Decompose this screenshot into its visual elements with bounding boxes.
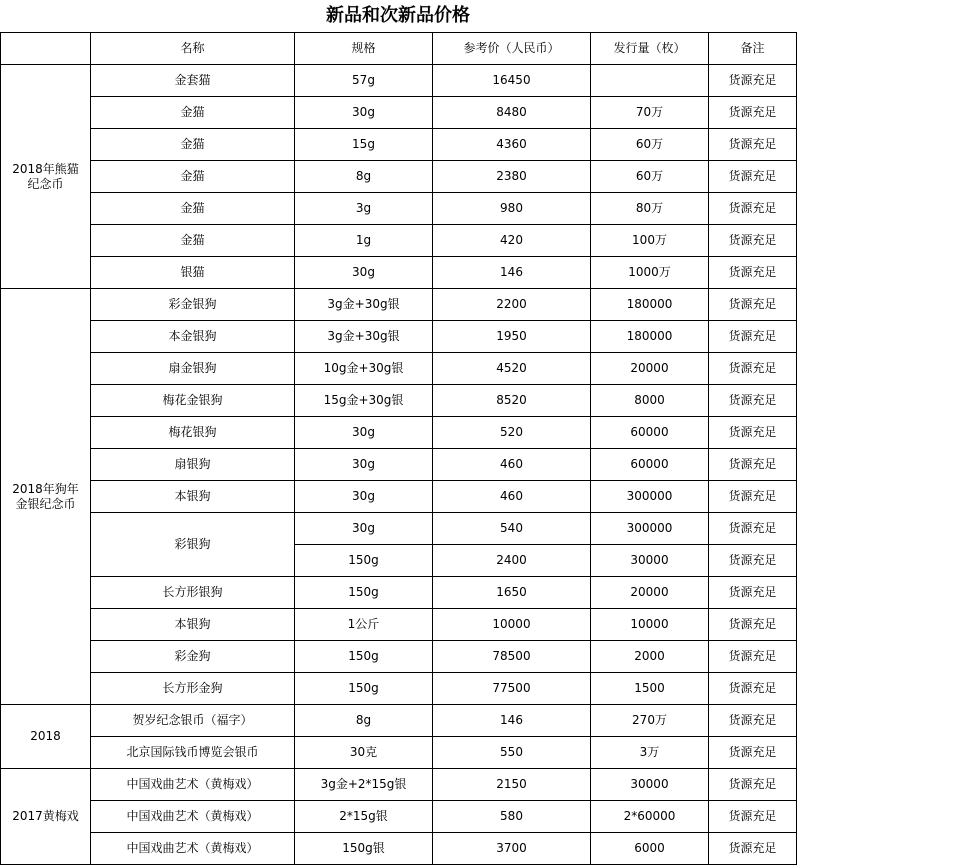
header-note: 备注	[709, 33, 797, 65]
cell-name: 中国戏曲艺术（黄梅戏）	[91, 801, 295, 833]
cell-note: 货源充足	[709, 769, 797, 801]
cell-name: 中国戏曲艺术（黄梅戏）	[91, 833, 295, 865]
cell-issue: 60000	[591, 417, 709, 449]
table-row	[1, 449, 797, 481]
cell-note: 货源充足	[709, 225, 797, 257]
table-row	[1, 161, 797, 193]
table-row	[1, 65, 797, 97]
price-table-body	[1, 33, 797, 865]
cell-note: 货源充足	[709, 97, 797, 129]
cell-spec: 3g金+30g银	[295, 289, 433, 321]
table-row	[1, 129, 797, 161]
cell-name: 金套猫	[91, 65, 295, 97]
cell-spec: 15g金+30g银	[295, 385, 433, 417]
cell-price: 980	[433, 193, 591, 225]
cell-note: 货源充足	[709, 481, 797, 513]
cell-spec: 30g	[295, 481, 433, 513]
cell-note: 货源充足	[709, 513, 797, 545]
cell-spec: 150g	[295, 545, 433, 577]
cell-name: 银猫	[91, 257, 295, 289]
group-label	[1, 769, 91, 865]
table-row	[1, 769, 797, 801]
cell-issue: 60000	[591, 449, 709, 481]
table-row	[1, 385, 797, 417]
cell-price: 550	[433, 737, 591, 769]
header-issue: 发行量（枚）	[591, 33, 709, 65]
table-row	[1, 737, 797, 769]
group-label	[1, 65, 91, 289]
cell-issue: 6000	[591, 833, 709, 865]
cell-name: 彩银狗	[91, 513, 295, 577]
cell-price: 580	[433, 801, 591, 833]
cell-name: 长方形金狗	[91, 673, 295, 705]
table-row	[1, 801, 797, 833]
cell-name: 金猫	[91, 193, 295, 225]
cell-note: 货源充足	[709, 545, 797, 577]
cell-issue: 8000	[591, 385, 709, 417]
cell-issue: 10000	[591, 609, 709, 641]
cell-note: 货源充足	[709, 449, 797, 481]
cell-issue: 300000	[591, 481, 709, 513]
cell-name: 梅花金银狗	[91, 385, 295, 417]
cell-price: 540	[433, 513, 591, 545]
cell-name: 贺岁纪念银币（福字）	[91, 705, 295, 737]
cell-issue: 180000	[591, 321, 709, 353]
cell-name: 北京国际钱币博览会银币	[91, 737, 295, 769]
cell-issue: 2000	[591, 641, 709, 673]
table-row	[1, 257, 797, 289]
cell-note: 货源充足	[709, 257, 797, 289]
cell-price: 2400	[433, 545, 591, 577]
table-row	[1, 193, 797, 225]
cell-note: 货源充足	[709, 705, 797, 737]
table-row	[1, 641, 797, 673]
group-label-line: 纪念币	[27, 176, 64, 191]
cell-issue: 30000	[591, 769, 709, 801]
cell-note: 货源充足	[709, 289, 797, 321]
cell-price: 2150	[433, 769, 591, 801]
cell-price: 460	[433, 449, 591, 481]
cell-spec: 8g	[295, 705, 433, 737]
cell-spec: 150g	[295, 641, 433, 673]
table-row	[1, 289, 797, 321]
table-row	[1, 481, 797, 513]
cell-spec: 3g金+2*15g银	[295, 769, 433, 801]
cell-issue: 3万	[591, 737, 709, 769]
cell-note: 货源充足	[709, 801, 797, 833]
cell-note: 货源充足	[709, 193, 797, 225]
table-row	[1, 673, 797, 705]
cell-issue: 30000	[591, 545, 709, 577]
page-title: 新品和次新品价格	[326, 5, 470, 26]
cell-price: 10000	[433, 609, 591, 641]
cell-price: 146	[433, 257, 591, 289]
cell-name: 金猫	[91, 225, 295, 257]
cell-spec: 1g	[295, 225, 433, 257]
cell-note: 货源充足	[709, 737, 797, 769]
cell-name: 金猫	[91, 97, 295, 129]
cell-price: 2380	[433, 161, 591, 193]
cell-note: 货源充足	[709, 577, 797, 609]
group-label	[1, 289, 91, 705]
cell-name: 扇银狗	[91, 449, 295, 481]
group-label-line: 金银纪念币	[15, 496, 76, 511]
cell-issue: 2*60000	[591, 801, 709, 833]
cell-spec: 30g	[295, 97, 433, 129]
group-label-line: 2018	[30, 729, 61, 743]
cell-spec: 1公斤	[295, 609, 433, 641]
table-row	[1, 417, 797, 449]
cell-issue: 100万	[591, 225, 709, 257]
cell-price: 460	[433, 481, 591, 513]
group-label-line: 2018年熊猫	[12, 161, 79, 176]
cell-name: 扇金银狗	[91, 353, 295, 385]
header-price: 参考价（人民币）	[433, 33, 591, 65]
group-label-line: 2017黄梅戏	[12, 809, 79, 823]
cell-spec: 30g	[295, 449, 433, 481]
cell-note: 货源充足	[709, 385, 797, 417]
cell-issue: 70万	[591, 97, 709, 129]
cell-issue: 180000	[591, 289, 709, 321]
cell-name: 金猫	[91, 161, 295, 193]
cell-note: 货源充足	[709, 161, 797, 193]
table-row	[1, 353, 797, 385]
cell-price: 520	[433, 417, 591, 449]
table-row	[1, 577, 797, 609]
cell-name: 彩金银狗	[91, 289, 295, 321]
cell-spec: 10g金+30g银	[295, 353, 433, 385]
cell-issue: 1500	[591, 673, 709, 705]
cell-spec: 3g	[295, 193, 433, 225]
table-row	[1, 609, 797, 641]
cell-price: 8520	[433, 385, 591, 417]
cell-spec: 30g	[295, 257, 433, 289]
cell-price: 1950	[433, 321, 591, 353]
cell-price: 146	[433, 705, 591, 737]
cell-spec: 15g	[295, 129, 433, 161]
cell-price: 4360	[433, 129, 591, 161]
cell-price: 2200	[433, 289, 591, 321]
cell-name: 金猫	[91, 129, 295, 161]
cell-spec: 2*15g银	[295, 801, 433, 833]
cell-spec: 57g	[295, 65, 433, 97]
cell-price: 8480	[433, 97, 591, 129]
cell-spec: 8g	[295, 161, 433, 193]
cell-spec: 3g金+30g银	[295, 321, 433, 353]
cell-note: 货源充足	[709, 321, 797, 353]
header-name: 名称	[91, 33, 295, 65]
cell-spec: 150g	[295, 577, 433, 609]
cell-note: 货源充足	[709, 673, 797, 705]
header-spec: 规格	[295, 33, 433, 65]
cell-issue: 80万	[591, 193, 709, 225]
cell-issue: 60万	[591, 161, 709, 193]
cell-note: 货源充足	[709, 833, 797, 865]
cell-spec: 30g	[295, 513, 433, 545]
table-row	[1, 97, 797, 129]
cell-note: 货源充足	[709, 609, 797, 641]
cell-name: 本金银狗	[91, 321, 295, 353]
cell-spec: 150g银	[295, 833, 433, 865]
cell-name: 本银狗	[91, 609, 295, 641]
table-row	[1, 705, 797, 737]
cell-issue: 300000	[591, 513, 709, 545]
cell-price: 16450	[433, 65, 591, 97]
table-row	[1, 833, 797, 865]
cell-note: 货源充足	[709, 417, 797, 449]
cell-name: 彩金狗	[91, 641, 295, 673]
cell-note: 货源充足	[709, 641, 797, 673]
cell-name: 长方形银狗	[91, 577, 295, 609]
header-group	[1, 33, 91, 65]
cell-issue: 60万	[591, 129, 709, 161]
cell-name: 梅花银狗	[91, 417, 295, 449]
cell-name: 中国戏曲艺术（黄梅戏）	[91, 769, 295, 801]
cell-name: 本银狗	[91, 481, 295, 513]
group-label-line: 2018年狗年	[12, 481, 79, 496]
price-table	[0, 32, 797, 865]
group-label	[1, 705, 91, 769]
cell-spec: 30g	[295, 417, 433, 449]
cell-issue	[591, 65, 709, 97]
cell-price: 420	[433, 225, 591, 257]
cell-note: 货源充足	[709, 65, 797, 97]
cell-spec: 150g	[295, 673, 433, 705]
cell-issue: 1000万	[591, 257, 709, 289]
table-row	[1, 321, 797, 353]
cell-issue: 270万	[591, 705, 709, 737]
cell-issue: 20000	[591, 577, 709, 609]
cell-note: 货源充足	[709, 353, 797, 385]
table-row	[1, 225, 797, 257]
cell-price: 78500	[433, 641, 591, 673]
header-row	[1, 33, 797, 65]
table-row	[1, 513, 797, 545]
cell-issue: 20000	[591, 353, 709, 385]
cell-note: 货源充足	[709, 129, 797, 161]
cell-price: 1650	[433, 577, 591, 609]
cell-price: 3700	[433, 833, 591, 865]
cell-price: 77500	[433, 673, 591, 705]
cell-price: 4520	[433, 353, 591, 385]
cell-spec: 30克	[295, 737, 433, 769]
